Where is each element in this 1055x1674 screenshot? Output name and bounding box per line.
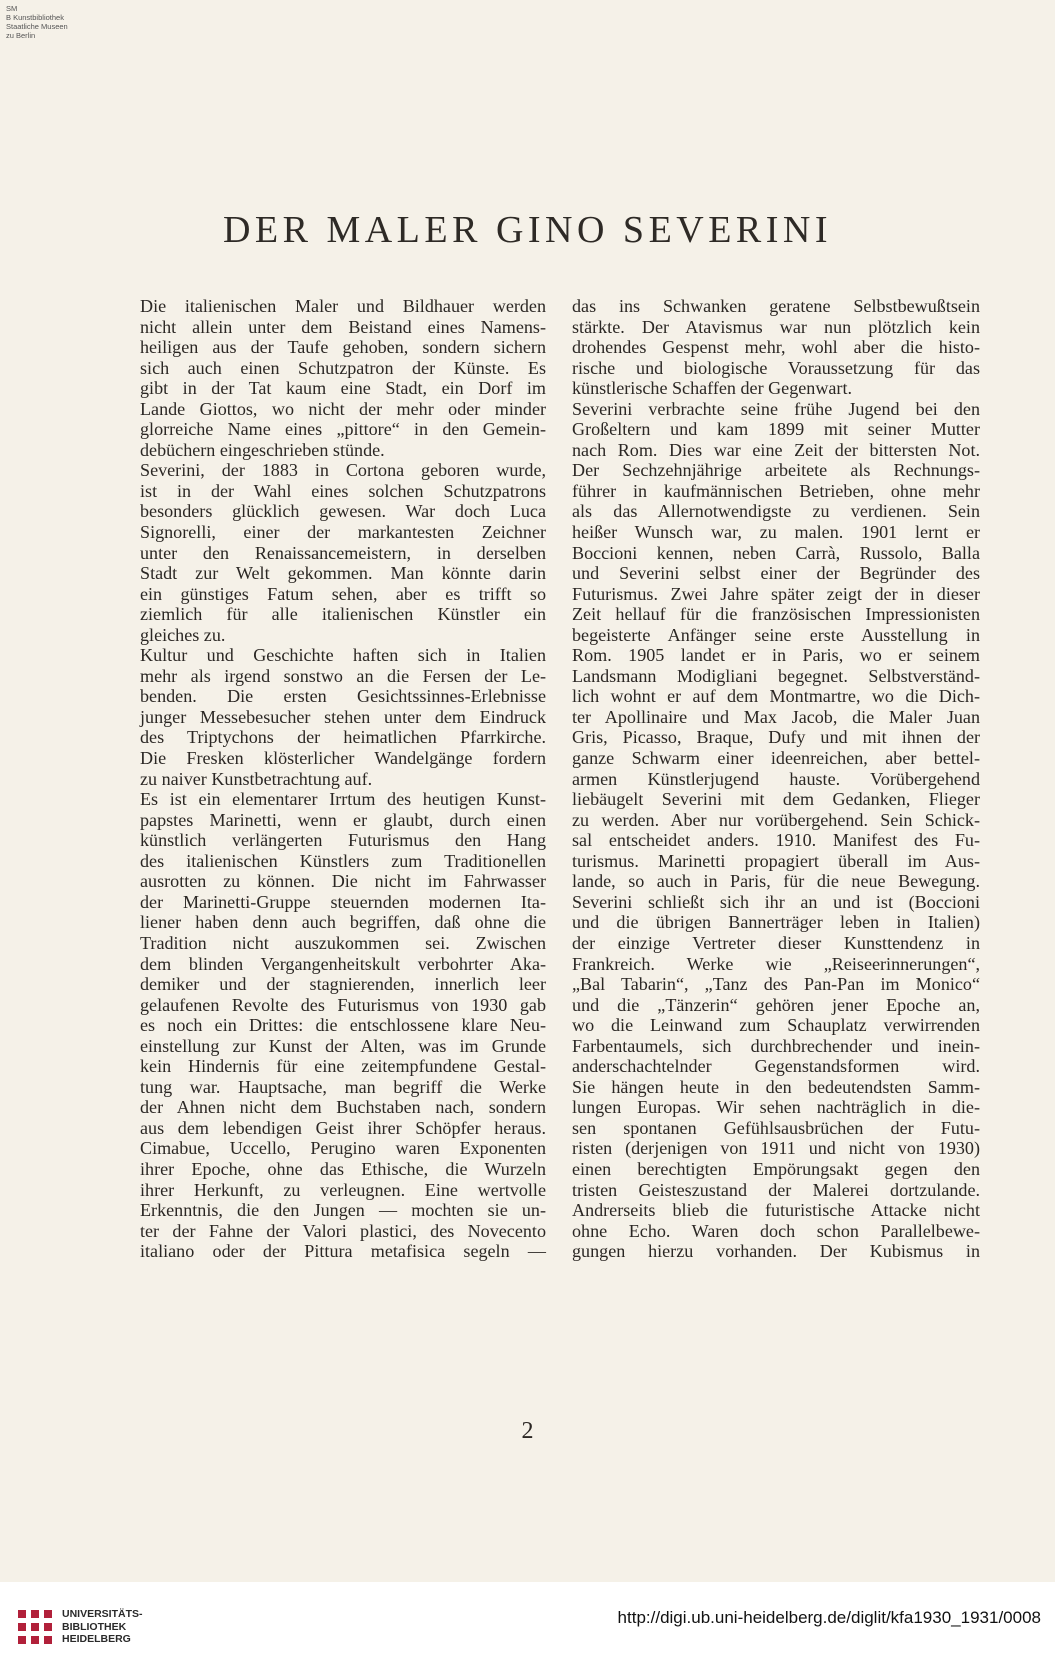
text-line: zu naiver Kunstbetrachtung auf.	[140, 768, 373, 789]
text-line: zu werden. Aber nur vorübergehend. Sein Schick-	[572, 809, 980, 830]
text-line: Die italienischen Maler und Bildhauer werden	[140, 296, 546, 316]
text-line: und die „Tänzerin“ gehören jener Epoche an,	[572, 994, 980, 1015]
text-line: Großeltern und kam 1899 mit seiner Mutter	[572, 419, 980, 440]
text-line: künstlerische Schaffen der Gegenwart.	[572, 378, 853, 399]
text-line: wo die Leinwand zum Schauplatz verwirrenden	[572, 1015, 980, 1036]
text-line: begeisterte Anfänger seine erste Ausstellung in	[572, 624, 980, 645]
text-line: kein Hindernis für eine zeitempfundene Gestal-	[140, 1056, 546, 1077]
text-line: Rom. 1905 landet er in Paris, wo er seinem	[572, 645, 980, 666]
text-line: der Marinetti-Gruppe steuernden modernen Ita-	[140, 891, 546, 912]
text-line: tung war. Hauptsache, man begriff die Werke	[140, 1076, 546, 1097]
text-line: heißer Wunsch war, zu malen. 1901 lernt er	[572, 522, 980, 543]
text-line: als das Allernotwendigste zu verdienen. Sein	[572, 501, 980, 522]
text-line: einstellung zur Kunst der Alten, was im Grunde	[140, 1035, 546, 1056]
text-line: Severini schließt sich ihr an und ist (Boccioni	[572, 891, 980, 912]
text-line: liebäugelt Severini mit dem Gedanken, Flieger	[572, 789, 980, 810]
ub-heidelberg-logo-icon	[14, 1606, 56, 1648]
text-line: Sie hängen heute in den bedeutendsten Samm-	[572, 1076, 980, 1097]
text-line: armen Künstlerjugend hauste. Vorübergehend	[572, 768, 980, 789]
text-line: liener haben denn auch begriffen, daß ohne die	[140, 912, 546, 933]
text-line: debüchern eingeschrieben stünde.	[140, 439, 385, 460]
text-line: ter der Fahne der Valori plastici, des Novecento	[140, 1220, 546, 1241]
text-line: glorreiche Name eines „pittore“ in den Gemein-	[140, 419, 546, 440]
text-line: ter Apollinaire und Max Jacob, die Maler Juan	[572, 706, 980, 727]
text-line: ziemlich für alle italienischen Künstler ein	[140, 604, 546, 625]
text-line: Futurismus. Zwei Jahre später zeigt der in dieser	[572, 583, 980, 604]
text-line: Zeit hellauf für die französischen Impressionisten	[572, 604, 980, 625]
text-line: Lande Giottos, wo nicht der mehr oder minder	[140, 398, 546, 419]
stamp-line: zu Berlin	[6, 31, 36, 40]
article-title: DER MALER GINO SEVERINI	[222, 209, 833, 251]
text-line: sen spontanen Gefühlsausbrüchen der Futu-	[572, 1117, 980, 1138]
text-line: ausrotten zu können. Die nicht im Fahrwasser	[140, 871, 546, 892]
text-line: das ins Schwanken geratene Selbstbewußtsein	[572, 296, 980, 316]
text-line: gelaufenen Revolte des Futurismus von 1930 gab	[140, 994, 546, 1015]
library-stamp	[6, 4, 68, 40]
page-number: 2	[521, 1418, 534, 1444]
permalink-url[interactable]: http://digi.ub.uni-heidelberg.de/diglit/kfa1930_1931/0008	[617, 1608, 1041, 1627]
stamp-line: SM	[6, 4, 18, 13]
text-line: es noch ein Drittes: die entschlossene klare Neu-	[140, 1015, 546, 1036]
text-line: italiano oder der Pittura metafisica segeln —	[140, 1241, 546, 1262]
text-line: demiker und der stagnierenden, innerlich leer	[140, 974, 546, 995]
text-line: sal entscheidet anders. 1910. Manifest des Fu-	[572, 830, 980, 851]
text-line: Severini verbrachte seine frühe Jugend bei den	[572, 398, 980, 419]
text-line: unter den Renaissancemeistern, in derselben	[140, 542, 546, 563]
text-line: drohendes Gespenst mehr, wohl aber die histo-	[572, 337, 980, 358]
text-column-left	[140, 296, 546, 1262]
text-line: gibt in der Tat kaum eine Stadt, ein Dorf im	[140, 378, 546, 399]
text-line: Boccioni kennen, neben Carrà, Russolo, Balla	[572, 542, 980, 563]
text-line: Die Fresken klösterlicher Wandelgänge fordern	[140, 748, 546, 769]
library-name-line: HEIDELBERG	[62, 1633, 131, 1645]
text-line: des italienischen Künstlers zum Traditionellen	[140, 850, 546, 871]
text-line: ihrer Epoche, ohne das Ethische, die Wurzeln	[140, 1158, 546, 1179]
text-line: Severini, der 1883 in Cortona geboren wurde,	[140, 460, 546, 481]
text-line: risten (derjenigen von 1911 und nicht von 1930)	[572, 1138, 980, 1159]
text-line: gleiches zu.	[140, 624, 226, 645]
text-line: der Ahnen nicht dem Buchstaben nach, sondern	[140, 1097, 546, 1118]
text-line: Andrerseits blieb die futuristische Attacke nicht	[572, 1200, 980, 1221]
library-name-line: UNIVERSITÄTS-	[62, 1608, 143, 1620]
text-line: „Bal Tabarin“, „Tanz des Pan-Pan im Monico“	[572, 974, 980, 995]
library-name	[62, 1608, 143, 1646]
text-line: ein günstiges Fatum sehen, aber es trifft so	[140, 583, 546, 604]
text-line: dem blinden Vergangenheitskult verbohrter Aka-	[140, 953, 546, 974]
text-line: führer in kaufmännischen Betrieben, ohne mehr	[572, 480, 980, 501]
text-line: heiligen aus der Taufe gehoben, sondern sichern	[140, 337, 546, 358]
text-line: des Triptychons der heimatlichen Pfarrkirche.	[140, 727, 546, 748]
text-line: stärkte. Der Atavismus war nun plötzlich kein	[572, 316, 980, 337]
text-line: Signorelli, einer der markantesten Zeichner	[140, 522, 546, 543]
text-line: und die übrigen Bannerträger leben in Italien)	[572, 912, 980, 933]
text-line: mehr als irgend sonstwo an die Fersen der Le-	[140, 665, 546, 686]
text-line: einen berechtigten Empörungsakt gegen den	[572, 1158, 980, 1179]
text-line: nach Rom. Dies war eine Zeit der bittersten Not.	[572, 439, 980, 460]
text-line: tristen Geisteszustand der Malerei dortzulande.	[572, 1179, 980, 1200]
text-line: Stadt zur Welt gekommen. Man könnte darin	[140, 563, 546, 584]
text-line: benden. Die ersten Gesichtssinnes-Erlebnisse	[140, 686, 546, 707]
text-line: Landsmann Modigliani begegnet. Selbstverständ-	[572, 665, 980, 686]
text-line: Der Sechzehnjährige arbeitete als Rechnungs-	[572, 460, 980, 481]
text-line: rische und biologische Voraussetzung für das	[572, 357, 980, 378]
text-line: künstlich verlängerten Futurismus den Hang	[140, 830, 546, 851]
text-line: sich auch einen Schutzpatron der Künste. Es	[140, 357, 546, 378]
text-line: Farbentaumels, sich durchbrechender und inein-	[572, 1035, 980, 1056]
text-line: ihrer Herkunft, zu verleugnen. Eine wertvolle	[140, 1179, 546, 1200]
text-line: ist in der Wahl eines solchen Schutzpatrons	[140, 480, 546, 501]
text-line: ganze Schwarm einer ideenreichen, aber bettel-	[572, 748, 980, 769]
text-line: papstes Marinetti, wenn er glaubt, durch einen	[140, 809, 546, 830]
text-line: besonders glücklich gewesen. War doch Luca	[140, 501, 546, 522]
text-line: turismus. Marinetti propagiert überall im Aus-	[572, 850, 980, 871]
text-line: aus dem lebendigen Geist ihrer Schöpfer heraus.	[140, 1117, 546, 1138]
text-line: Frankreich. Werke wie „Reiseerinnerungen“,	[572, 953, 980, 974]
text-line: Erkenntnis, die den Jungen — mochten sie un-	[140, 1200, 546, 1221]
text-line: Tradition nicht auszukommen sei. Zwischen	[140, 932, 546, 953]
text-line: lungen Europas. Wir sehen nachträglich in die-	[572, 1097, 980, 1118]
text-line: lande, so auch in Paris, für die neue Bewegung.	[572, 871, 980, 892]
text-column-right	[572, 296, 980, 1262]
text-line: der einzige Vertreter dieser Kunsttendenz in	[572, 932, 980, 953]
stamp-line: Staatliche Museen	[6, 22, 68, 31]
text-line: Kultur und Geschichte haften sich in Italien	[140, 645, 546, 666]
text-line: ohne Echo. Waren doch schon Parallelbewe-	[572, 1220, 980, 1241]
text-line: Gris, Picasso, Braque, Dufy und mit ihnen der	[572, 727, 980, 748]
text-line: und Severini selbst einer der Begründer des	[572, 563, 980, 584]
footer-bar	[0, 1582, 1055, 1674]
text-line: Cimabue, Uccello, Perugino waren Exponenten	[140, 1138, 546, 1159]
stamp-line: B Kunstbibliothek	[6, 13, 64, 22]
library-name-line: BIBLIOTHEK	[62, 1620, 127, 1633]
text-line: gungen hierzu vorhanden. Der Kubismus in	[572, 1241, 980, 1262]
text-line: nicht allein unter dem Beistand eines Namens-	[140, 316, 546, 337]
text-line: anderschachtelnder Gegenstandsformen wird.	[572, 1056, 980, 1077]
text-line: junger Messebesucher stehen unter dem Eindruck	[140, 706, 546, 727]
text-line: lich wohnt er auf dem Montmartre, wo die Dich-	[572, 686, 980, 707]
text-line: Es ist ein elementarer Irrtum des heutigen Kunst-	[140, 789, 546, 810]
